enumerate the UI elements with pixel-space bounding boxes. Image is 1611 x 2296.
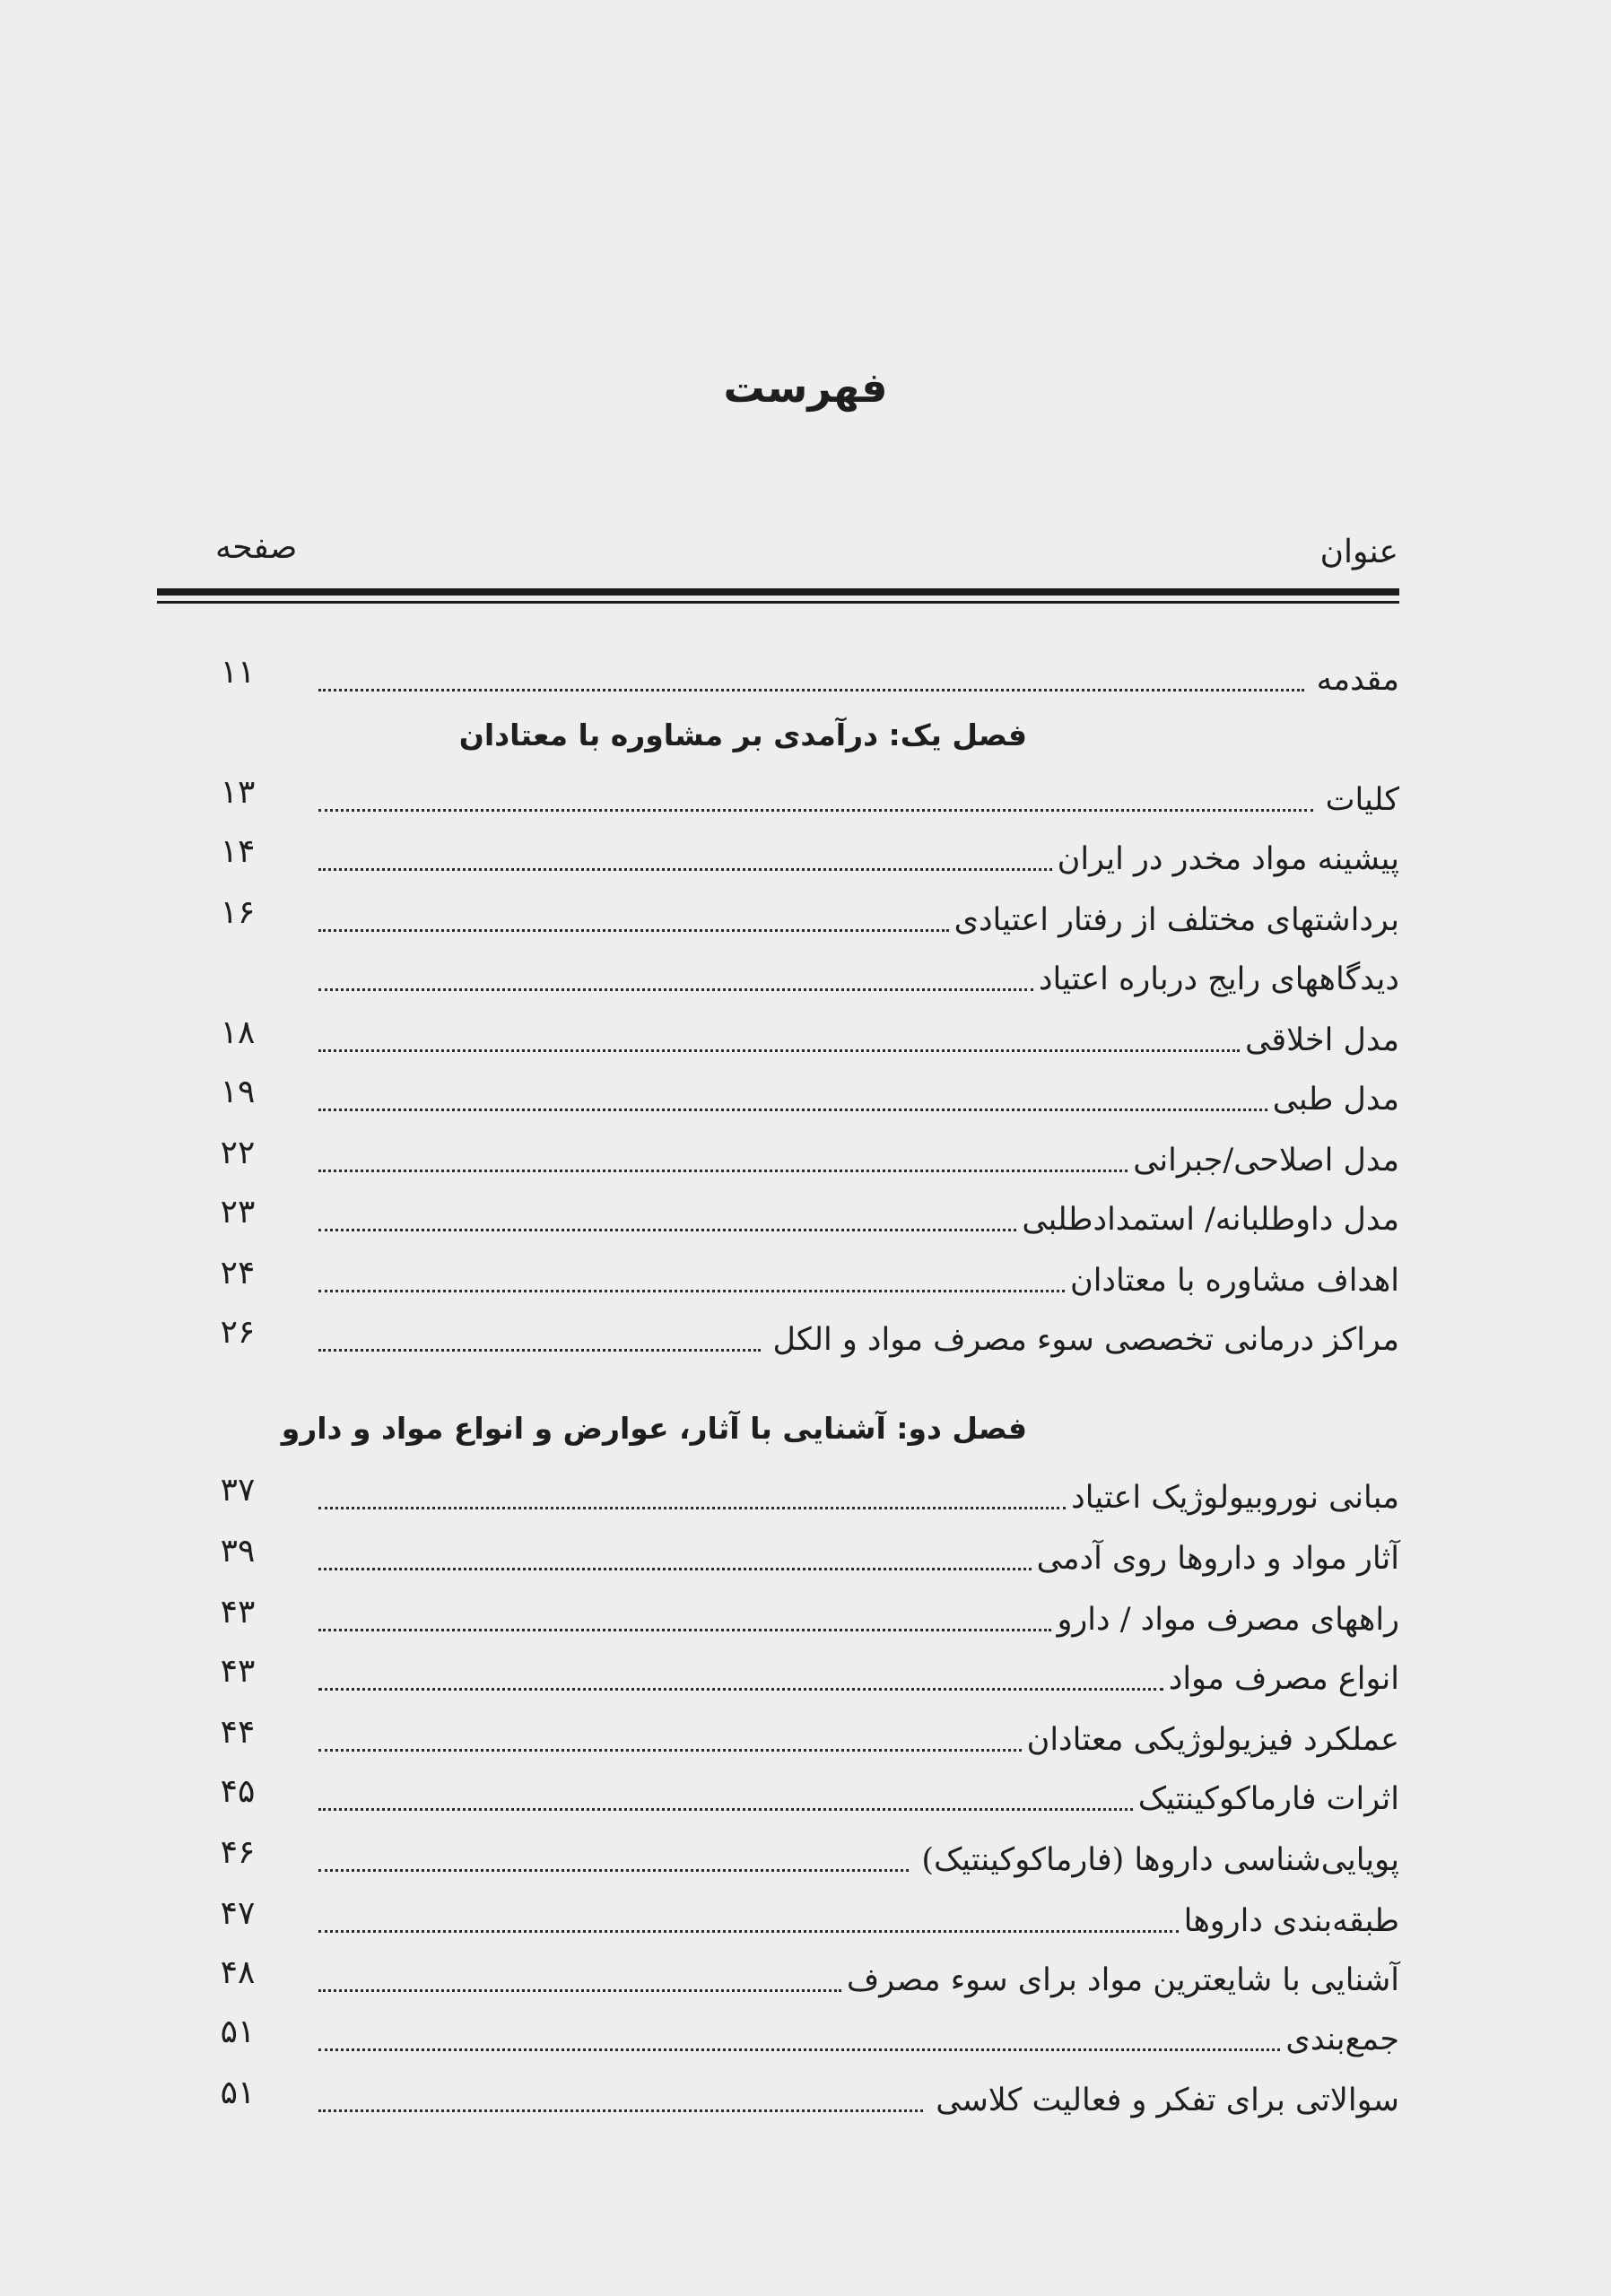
toc-entry bbox=[318, 893, 1399, 940]
toc-entry-title: مدل اخلاقی bbox=[1245, 1022, 1399, 1058]
toc-entry-page: ۲۳ bbox=[220, 1194, 256, 1231]
toc-entry-page: ۱۹ bbox=[220, 1074, 256, 1110]
toc-leader-dots bbox=[318, 987, 1033, 991]
toc-entry-title: اثرات فارماکوکینتیک bbox=[1137, 1781, 1399, 1817]
toc-entry bbox=[318, 1894, 1399, 1941]
toc-entry-page: ۴۶ bbox=[220, 1834, 256, 1871]
toc-entry-title: پویایی‌شناسی داروها (فارماکوکینتیک) bbox=[921, 1842, 1399, 1878]
toc-entry-title: مدل داوطلبانه/ استمدادطلبی bbox=[1022, 1202, 1399, 1238]
header-title-column: عنوان bbox=[1319, 534, 1398, 570]
toc-entry-title: جمع‌بندی bbox=[1285, 2022, 1399, 2057]
toc-leader-dots bbox=[318, 1747, 1022, 1752]
toc-entry-title: مقدمه bbox=[1316, 662, 1399, 698]
toc-entry-page: ۱۸ bbox=[220, 1014, 256, 1051]
toc-leader-dots bbox=[318, 1806, 1133, 1811]
toc-entry-title: مراکز درمانی تخصصی سوء مصرف مواد و الکل bbox=[772, 1322, 1399, 1358]
toc-entry bbox=[318, 1013, 1399, 1060]
toc-leader-dots bbox=[318, 927, 949, 932]
toc-leader-dots bbox=[318, 1686, 1163, 1691]
toc-entry-title: اهداف مشاوره با معتادان bbox=[1070, 1263, 1399, 1299]
toc-entry bbox=[318, 1471, 1399, 1518]
chapter-heading: فصل دو: آشنایی با آثار، عوارض و انواع مواد و دارو bbox=[281, 1411, 1027, 1446]
toc-entry-page: ۴۷ bbox=[220, 1895, 256, 1932]
toc-leader-dots bbox=[318, 1107, 1267, 1111]
toc-entry-title: کلیات bbox=[1325, 782, 1399, 818]
toc-entry-title: آثار مواد و داروها روی آدمی bbox=[1036, 1541, 1399, 1577]
toc-entry-page: ۳۷ bbox=[220, 1472, 256, 1509]
toc-entry-title: طبقه‌بندی داروها bbox=[1183, 1903, 1399, 1939]
toc-entry bbox=[318, 1833, 1399, 1880]
toc-leader-dots bbox=[318, 687, 1304, 691]
toc-entry-title: انواع مصرف مواد bbox=[1168, 1661, 1399, 1697]
toc-leader-dots bbox=[318, 866, 1052, 871]
toc-entry bbox=[318, 1134, 1399, 1180]
toc-leader-dots bbox=[318, 1347, 761, 1352]
toc-entry-page: ۵۱ bbox=[220, 2074, 256, 2111]
toc-leader-dots bbox=[318, 1987, 841, 1992]
toc-leader-dots bbox=[318, 1566, 1032, 1570]
toc-entry-title: سوالاتی برای تفکر و فعالیت کلاسی bbox=[936, 2083, 1399, 2118]
toc-entry-title: راههای مصرف مواد / دارو bbox=[1057, 1602, 1399, 1638]
toc-entry-page: ۴۳ bbox=[220, 1653, 256, 1690]
toc-entry-page: ۱۳ bbox=[220, 774, 256, 811]
toc-entry-page: ۱۴ bbox=[220, 833, 256, 870]
toc-entry bbox=[318, 773, 1399, 820]
toc-entry-title: عملکرد فیزیولوژیکی معتادان bbox=[1026, 1722, 1399, 1758]
toc-entry-page: ۴۳ bbox=[220, 1594, 256, 1631]
toc-entry bbox=[318, 1652, 1399, 1699]
toc-entry-page: ۳۹ bbox=[220, 1533, 256, 1570]
toc-leader-dots bbox=[318, 1048, 1240, 1052]
toc-entry-title: مدل طبی bbox=[1272, 1082, 1399, 1118]
toc-leader-dots bbox=[318, 1168, 1128, 1172]
toc-entry-title: پیشینه مواد مخدر در ایران bbox=[1057, 841, 1399, 877]
toc-entry-page: ۲۴ bbox=[220, 1255, 256, 1292]
toc-entry bbox=[318, 2013, 1399, 2059]
toc-entry bbox=[318, 832, 1399, 879]
toc-leader-dots bbox=[318, 1627, 1051, 1631]
toc-entry-page: ۲۲ bbox=[220, 1135, 256, 1171]
toc-entry bbox=[318, 2074, 1399, 2120]
toc-entry-title: آشنایی با شایعترین مواد برای سوء مصرف bbox=[846, 1962, 1399, 1998]
toc-entry-title: مبانی نوروبیولوژیک اعتیاد bbox=[1071, 1480, 1399, 1516]
toc-entry bbox=[318, 1532, 1399, 1578]
toc-leader-dots bbox=[318, 2108, 923, 2112]
toc-entry-page: ۱۱ bbox=[220, 654, 256, 691]
toc-entry bbox=[318, 653, 1399, 700]
toc-leader-dots bbox=[318, 807, 1313, 812]
header-page-column: صفحه bbox=[215, 529, 298, 566]
toc-entry bbox=[318, 1254, 1399, 1300]
toc-entry-page: ۲۶ bbox=[220, 1314, 256, 1351]
toc-entry-page: ۱۶ bbox=[220, 894, 256, 931]
toc-leader-dots bbox=[318, 1867, 909, 1872]
toc-entry bbox=[318, 1073, 1399, 1119]
toc-entry-page: ۴۴ bbox=[220, 1714, 256, 1751]
toc-entry bbox=[318, 1313, 1399, 1360]
toc-entry bbox=[318, 1772, 1399, 1819]
header-rule-thin bbox=[157, 601, 1399, 604]
toc-entry-page: ۵۱ bbox=[220, 2013, 256, 2050]
toc-entry-page: ۴۸ bbox=[220, 1954, 256, 1991]
toc-entry bbox=[318, 1193, 1399, 1239]
toc-entry bbox=[318, 1713, 1399, 1760]
chapter-heading: فصل یک: درآمدی بر مشاوره با معتادان bbox=[458, 718, 1027, 752]
toc-entry-title: دیدگاههای رایج درباره اعتیاد bbox=[1038, 961, 1399, 997]
toc-entry bbox=[318, 1953, 1399, 2000]
toc-entry bbox=[318, 952, 1399, 999]
toc-entry-title: مدل اصلاحی/جبرانی bbox=[1133, 1143, 1399, 1178]
toc-leader-dots bbox=[318, 1505, 1066, 1509]
toc-leader-dots bbox=[318, 1288, 1065, 1292]
toc-leader-dots bbox=[318, 2047, 1280, 2051]
page-title: فهرست bbox=[723, 363, 888, 412]
toc-leader-dots bbox=[318, 1928, 1179, 1933]
header-rule-thick bbox=[157, 588, 1399, 596]
toc-leader-dots bbox=[318, 1227, 1016, 1231]
toc-entry-title: برداشتهای مختلف از رفتار اعتیادی bbox=[954, 902, 1399, 938]
toc-entry bbox=[318, 1593, 1399, 1639]
toc-entry-page: ۴۵ bbox=[220, 1773, 256, 1810]
